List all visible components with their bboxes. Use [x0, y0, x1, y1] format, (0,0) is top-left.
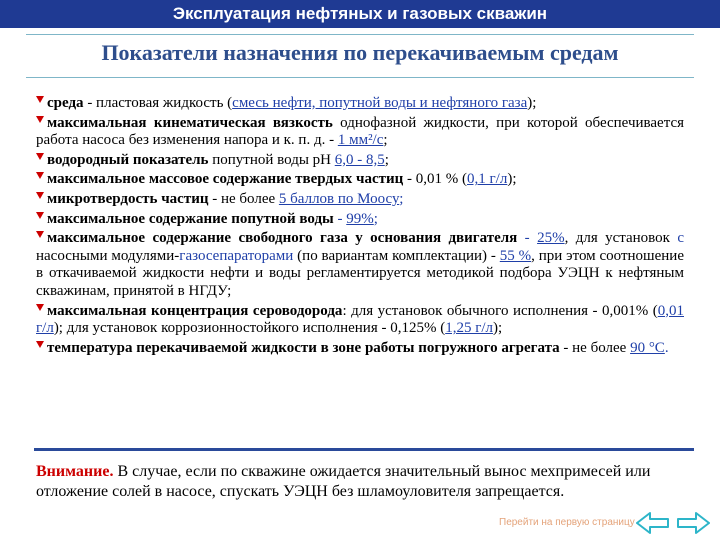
list-item — [36, 95, 684, 113]
item-link[interactable]: 55 % — [499, 247, 532, 264]
title-bottom-divider — [26, 77, 694, 78]
list-item — [36, 340, 684, 358]
warning-text: В случае, если по скважине ожидается значительный вынос мехпримесей или отложение солей в насосе, спускать УЭЦН без шламоуловителя запрещается. — [36, 463, 651, 500]
arrow-left-icon — [636, 511, 670, 535]
section-divider — [34, 448, 694, 451]
bullet-icon — [36, 341, 44, 348]
list-item — [36, 191, 684, 209]
list-item — [36, 230, 684, 300]
item-text: ); — [493, 320, 503, 337]
item-label: температура перекачиваемой жидкости в зоне работы погружного агрегата — [47, 339, 560, 356]
item-link[interactable]: 5 баллов по Моосу — [278, 190, 400, 207]
item-text: газосепараторами — [179, 247, 294, 264]
item-text: ; — [383, 132, 388, 149]
item-label: максимальная кинематическая вязкость — [47, 114, 333, 131]
header-title: Эксплуатация нефтяных и газовых скважин — [172, 4, 548, 23]
list-item — [36, 303, 684, 338]
list-item — [36, 152, 684, 170]
warning-note — [36, 462, 676, 502]
item-link[interactable]: 99% — [346, 210, 374, 227]
bullet-icon — [36, 304, 44, 311]
item-text: однофазной жидкости, при которой обеспечивается работа насоса без изменения напора и к. п. д. - — [36, 114, 685, 149]
item-label: максимальная концентрация сероводорода — [47, 302, 343, 319]
item-text: насосными модулями- — [36, 247, 180, 264]
item-text: - — [517, 230, 538, 247]
bullet-icon — [36, 153, 44, 160]
item-text: ); — [527, 95, 537, 111]
warning-label: Внимание. — [36, 463, 114, 480]
next-slide-button[interactable] — [676, 511, 710, 535]
item-link[interactable]: 0,1 г/л — [467, 171, 508, 188]
bullet-icon — [36, 96, 44, 103]
item-text: ; — [399, 190, 404, 207]
item-text: ); — [507, 171, 517, 188]
bullet-icon — [36, 172, 44, 179]
item-text: . — [664, 339, 669, 356]
item-link[interactable]: 90 °С — [630, 339, 665, 356]
item-text: - не более — [559, 339, 631, 356]
item-link[interactable]: 1 мм²/с — [337, 132, 384, 149]
item-text: - — [333, 210, 347, 227]
item-text: - не более — [208, 190, 279, 207]
item-text: ; — [384, 151, 389, 168]
list-item — [36, 115, 684, 150]
item-label: максимальное массовое содержание твердых частиц — [47, 171, 404, 188]
item-link[interactable]: смесь нефти, попутной воды и нефтяного газа — [232, 95, 528, 111]
item-text: попутной воды pH — [208, 151, 335, 168]
item-text: , для установок — [564, 230, 678, 247]
title-top-divider — [26, 34, 694, 35]
item-text: - 0,01 % ( — [403, 171, 468, 188]
item-text: ; — [373, 210, 378, 227]
first-page-link[interactable]: Перейти на первую страницу — [499, 517, 635, 528]
item-text: ); для установок коррозионностойкого исполнения - 0,125% ( — [53, 320, 446, 337]
slide-title: Показатели назначения по перекачиваемым средам — [101, 40, 619, 65]
prev-slide-button[interactable] — [636, 511, 670, 535]
item-link[interactable]: 1,25 г/л — [445, 320, 494, 337]
item-label: максимальное содержание свободного газа у основания двигателя — [47, 230, 518, 247]
arrow-right-icon — [676, 511, 710, 535]
item-link[interactable]: 0,01 г/л — [36, 302, 684, 337]
item-link[interactable]: 25% — [537, 230, 565, 247]
item-label: среда — [47, 95, 84, 111]
item-text: с — [677, 230, 685, 247]
header-bar — [0, 0, 720, 28]
item-text: : для установок обычного исполнения - 0,001% ( — [342, 302, 658, 319]
bullet-icon — [36, 192, 44, 199]
bullet-icon — [36, 231, 44, 238]
item-text: , при этом соотношение в откачиваемой жидкости нефти и воды регламентируется методикой подбора УЭЦН к нефтяным скважинам, принятой в НГДУ; — [36, 247, 684, 299]
item-label: микротвердость частиц — [47, 190, 209, 207]
parameter-list — [36, 95, 684, 359]
item-label: водородный показатель — [47, 151, 209, 168]
item-text: - пластовая жидкость ( — [83, 95, 233, 111]
list-item — [36, 211, 684, 229]
bullet-icon — [36, 116, 44, 123]
bullet-icon — [36, 212, 44, 219]
item-label: максимальное содержание попутной воды — [47, 210, 334, 227]
list-item — [36, 171, 684, 189]
item-text: (по вариантам комплектации) - — [293, 247, 500, 264]
item-link[interactable]: 6,0 - 8,5 — [334, 151, 385, 168]
